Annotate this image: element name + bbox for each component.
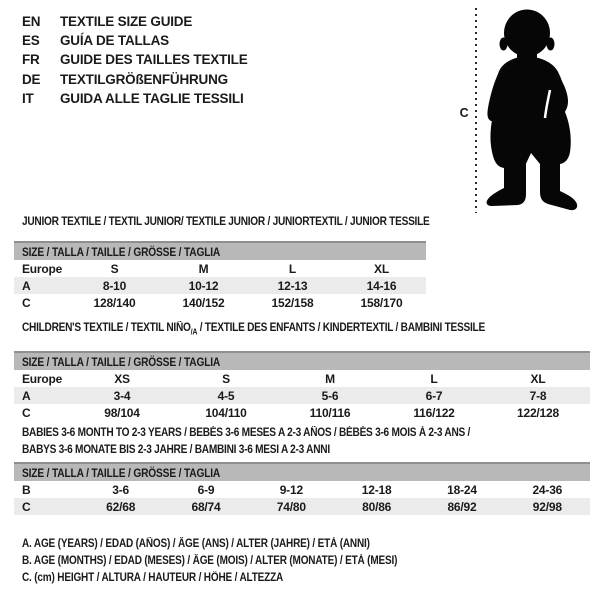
table-row-europe xyxy=(14,260,426,277)
age-cell: 5-6 xyxy=(321,388,339,403)
size-header-text: SIZE / TALLA / TAILLE / GRÖSSE / TAGLIA xyxy=(22,244,221,259)
language-code: EN xyxy=(22,14,41,30)
guide-title: TEXTILGRÖßENFÜHRUNG xyxy=(60,71,228,87)
junior-size-table xyxy=(14,241,426,311)
height-cell: 158/170 xyxy=(360,295,403,310)
size-cell: XL xyxy=(374,261,389,276)
children-section-title xyxy=(22,322,485,338)
row-label: Europe xyxy=(22,371,63,386)
age-cell: 3-4 xyxy=(113,388,131,403)
height-cell: 86/92 xyxy=(447,499,477,514)
children-title-part1: CHILDREN'S TEXTILE / TEXTIL NIÑO xyxy=(22,322,191,334)
age-cell: 24-36 xyxy=(532,482,563,497)
legend-age-years: A. AGE (YEARS) / EDAD (AÑOS) / ÂGE (ANS) / ALTER (JAHRE) / ETÀ (ANNI) xyxy=(22,538,370,550)
guide-title: GUÍA DE TALLAS xyxy=(60,33,169,49)
size-cell: L xyxy=(288,261,297,276)
height-cell: 110/116 xyxy=(309,405,351,420)
language-row-en xyxy=(22,12,248,31)
children-title-part2: / TEXTILE DES ENFANTS / KINDERTEXTIL / BAMBINI TESSILE xyxy=(197,322,485,334)
height-cell: 140/152 xyxy=(182,295,225,310)
junior-section-title: JUNIOR TEXTILE / TEXTIL JUNIOR/ TEXTILE JUNIOR / JUNIORTEXTIL / JUNIOR TESSILE xyxy=(22,216,430,228)
age-cell: 3-6 xyxy=(112,482,130,497)
size-header-bar xyxy=(14,351,590,370)
age-cell: 4-5 xyxy=(217,388,235,403)
size-cell: M xyxy=(325,371,335,386)
children-title-subscript: /A xyxy=(190,327,198,337)
babies-size-table xyxy=(14,462,590,515)
baby-silhouette-icon xyxy=(484,6,580,214)
height-cell: 74/80 xyxy=(276,499,306,514)
size-cell: S xyxy=(222,371,230,386)
table-row-europe xyxy=(14,370,590,387)
age-cell: 18-24 xyxy=(447,482,477,497)
language-code: FR xyxy=(22,52,40,68)
guide-title: TEXTILE SIZE GUIDE xyxy=(60,14,193,30)
table-row-age xyxy=(14,387,590,404)
language-code: ES xyxy=(22,33,40,49)
table-row-age-months xyxy=(14,481,590,498)
table-row-height xyxy=(14,404,590,421)
age-cell: 6-7 xyxy=(425,388,443,403)
age-cell: 12-13 xyxy=(277,278,308,293)
height-cell: 98/104 xyxy=(104,405,140,420)
measurement-legend xyxy=(22,536,453,587)
children-size-table xyxy=(14,351,590,421)
legend-height-cm: C. (cm) HEIGHT / ALTURA / HAUTEUR / HÖHE / ALTEZZA xyxy=(22,572,284,584)
row-label: C xyxy=(22,499,31,514)
language-row-fr xyxy=(22,50,248,69)
language-code: IT xyxy=(22,90,34,106)
height-cell: 104/110 xyxy=(205,405,247,420)
height-cell: 92/98 xyxy=(532,499,562,514)
language-row-it xyxy=(22,89,248,108)
babies-section-title xyxy=(22,427,470,457)
age-cell: 7-8 xyxy=(529,388,547,403)
row-label: A xyxy=(22,388,31,403)
babies-title-line2: BABYS 3-6 MONATE BIS 2-3 JAHRE / BAMBINI 3-6 MESI A 2-3 ANNI xyxy=(22,444,330,456)
size-cell: L xyxy=(430,371,438,386)
row-label: C xyxy=(22,295,31,310)
row-label: B xyxy=(22,482,31,497)
table-row-height xyxy=(14,498,590,515)
language-title-list xyxy=(22,12,248,108)
age-cell: 9-12 xyxy=(279,482,303,497)
age-cell: 6-9 xyxy=(197,482,215,497)
height-cell: 122/128 xyxy=(517,405,559,420)
table-row-height xyxy=(14,294,426,311)
row-label: A xyxy=(22,278,31,293)
language-code: DE xyxy=(22,71,41,87)
height-measure-dotted-line xyxy=(475,8,477,213)
language-row-de xyxy=(22,70,248,89)
height-cell: 116/122 xyxy=(413,405,455,420)
age-cell: 14-16 xyxy=(366,278,397,293)
age-cell: 8-10 xyxy=(102,278,127,293)
language-row-es xyxy=(22,31,248,50)
table-row-age xyxy=(14,277,426,294)
age-cell: 10-12 xyxy=(188,278,219,293)
guide-title: GUIDE DES TAILLES TEXTILE xyxy=(60,52,248,68)
legend-age-months: B. AGE (MONTHS) / EDAD (MESES) / ÂGE (MOIS) / ALTER (MONATE) / ETÀ (MESI) xyxy=(22,555,398,567)
height-cell: 128/140 xyxy=(93,295,136,310)
height-cell: 68/74 xyxy=(191,499,221,514)
height-measure-label: C xyxy=(459,106,469,120)
babies-title-line1: BABIES 3-6 MONTH TO 2-3 YEARS / BEBÉS 3-6 MESES A 2-3 AÑOS / BÉBÉS 3-6 MOIS À 2-3 ANS / xyxy=(22,427,471,439)
row-label: Europe xyxy=(22,261,63,276)
size-header-bar xyxy=(14,462,590,481)
size-cell: S xyxy=(110,261,119,276)
row-label: C xyxy=(22,405,31,420)
age-cell: 12-18 xyxy=(361,482,392,497)
size-cell: XS xyxy=(114,371,130,386)
size-header-text: SIZE / TALLA / TAILLE / GRÖSSE / TAGLIA xyxy=(22,465,221,480)
size-header-bar xyxy=(14,241,426,260)
height-cell: 80/86 xyxy=(362,499,392,514)
guide-title: GUIDA ALLE TAGLIE TESSILI xyxy=(60,90,244,106)
height-cell: 152/158 xyxy=(271,295,314,310)
size-cell: XL xyxy=(530,371,546,386)
size-header-text: SIZE / TALLA / TAILLE / GRÖSSE / TAGLIA xyxy=(22,354,221,369)
size-cell: M xyxy=(198,261,209,276)
height-cell: 62/68 xyxy=(106,499,136,514)
